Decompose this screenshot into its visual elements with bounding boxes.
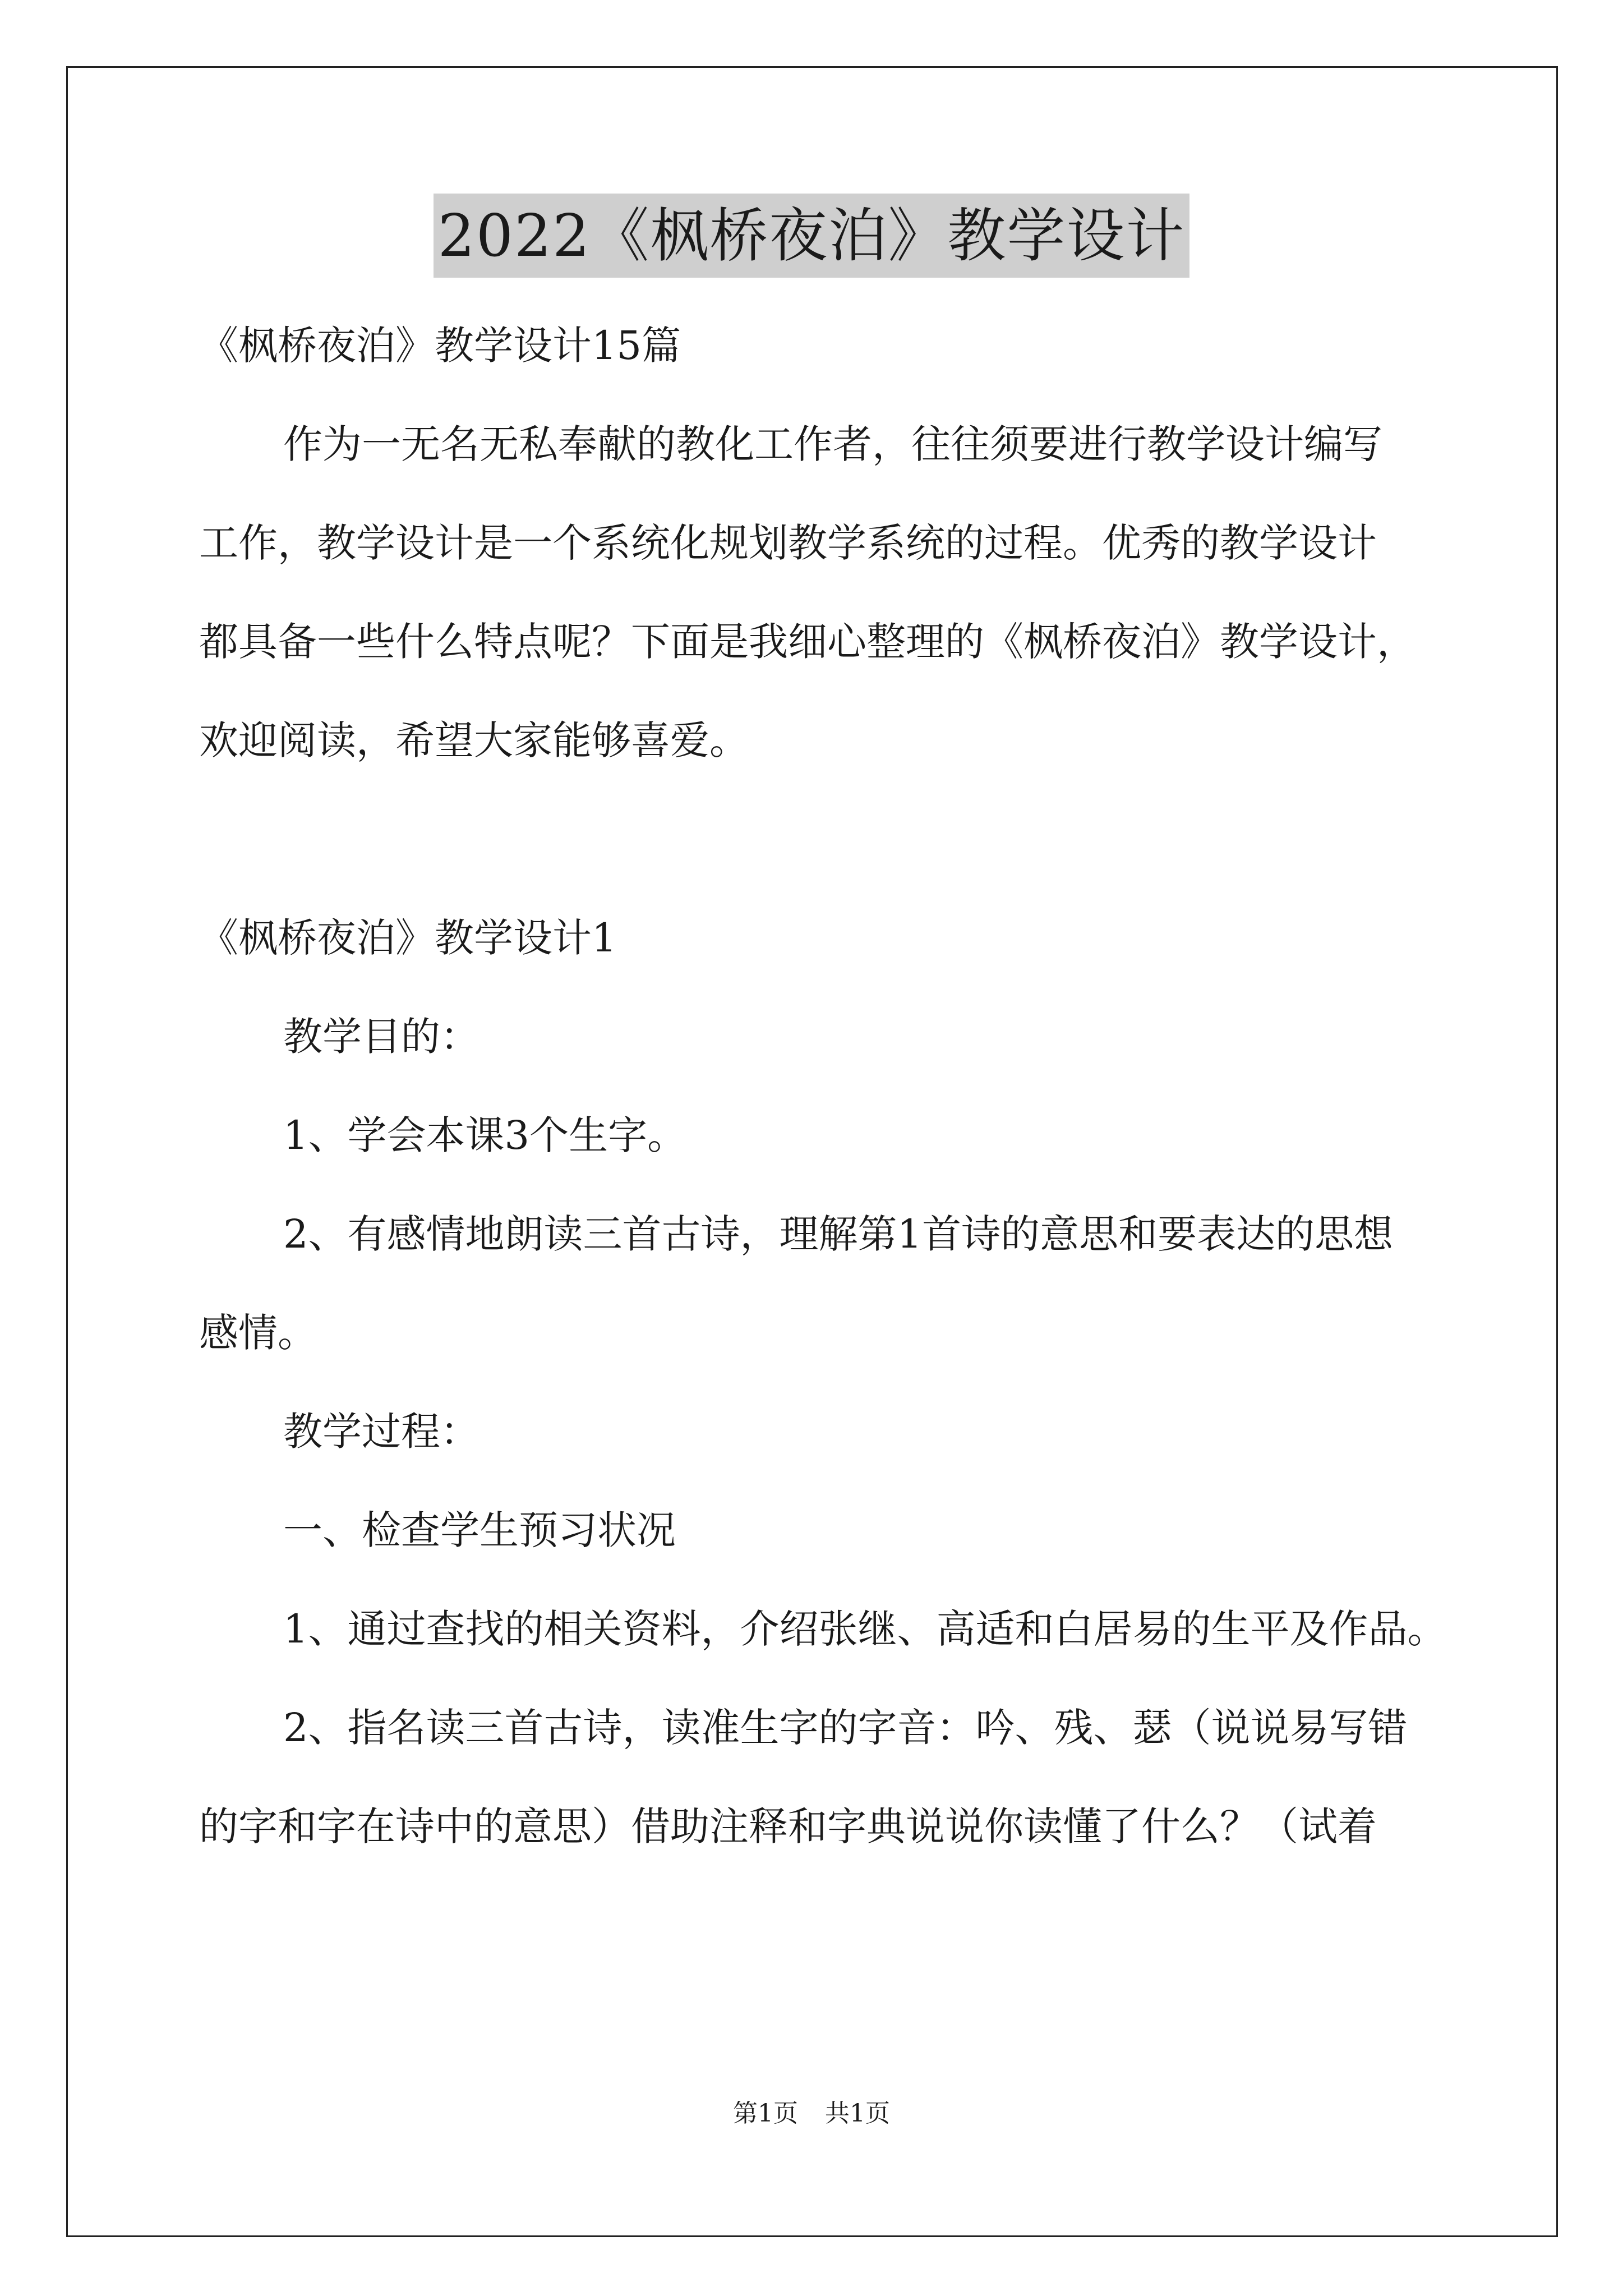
document-body xyxy=(199,296,1447,1876)
intro-paragraph-line: 作为一无名无私奉献的教化工作者，往往须要进行教学设计编写 xyxy=(283,421,1382,467)
objective-item-continued: 感情。 xyxy=(199,1310,317,1356)
process-item: 1、通过查找的相关资料，介绍张继、高适和白居易的生平及作品。 xyxy=(283,1606,1447,1652)
process-item-continued: 的字和字在诗中的意思）借助注释和字典说说你读懂了什么？（试着 xyxy=(199,1803,1377,1849)
intro-paragraph-line: 都具备一些什么特点呢？下面是我细心整理的《枫桥夜泊》教学设计， xyxy=(199,619,1416,665)
objective-item: 2、有感情地朗读三首古诗，理解第1首诗的意思和要表达的思想 xyxy=(283,1211,1394,1257)
page-footer xyxy=(0,2097,1623,2131)
page-number: 第1页 xyxy=(733,2099,798,2128)
intro-paragraph-line: 工作，教学设计是一个系统化规划教学系统的过程。优秀的教学设计 xyxy=(199,520,1377,566)
objective-heading: 教学目的： xyxy=(283,1014,479,1060)
title-container xyxy=(0,194,1623,278)
process-item: 2、指名读三首古诗，读准生字的字音：吟、残、瑟（说说易写错 xyxy=(283,1705,1408,1751)
document-title: 2022《枫桥夜泊》教学设计 xyxy=(434,194,1190,278)
intro-paragraph-line: 欢迎阅读，希望大家能够喜爱。 xyxy=(199,717,749,763)
subtitle-line: 《枫桥夜泊》教学设计15篇 xyxy=(199,323,681,369)
process-step-heading: 一、检查学生预习状况 xyxy=(283,1507,676,1553)
process-heading: 教学过程： xyxy=(283,1409,479,1455)
section-heading: 《枫桥夜泊》教学设计1 xyxy=(199,915,617,961)
page-total: 共1页 xyxy=(825,2099,890,2128)
blank-line xyxy=(199,790,1433,889)
objective-item: 1、学会本课3个生字。 xyxy=(283,1112,687,1158)
